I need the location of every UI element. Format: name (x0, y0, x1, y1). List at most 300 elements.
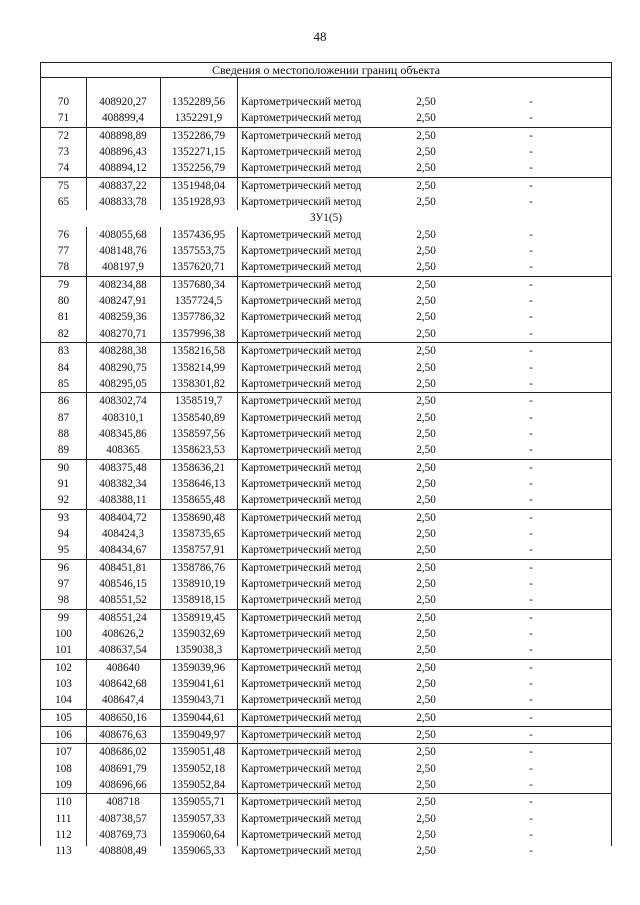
accuracy: 2,50 (416, 494, 436, 507)
note: - (529, 711, 533, 724)
method: Картометрический метод (241, 845, 362, 858)
point-number: 90 (57, 461, 70, 474)
accuracy: 2,50 (416, 577, 436, 590)
note: - (529, 729, 533, 742)
table-row (41, 709, 611, 726)
x-coordinate: 408642,68 (99, 678, 147, 691)
y-coordinate: 1352289,56 (171, 96, 226, 108)
note: - (529, 644, 533, 657)
x-coordinate: 408290,75 (99, 361, 147, 374)
point-number: 76 (57, 228, 70, 241)
note: - (529, 361, 533, 374)
y-coordinate: 1352256,79 (171, 162, 226, 175)
x-coordinate: 408302,74 (99, 395, 147, 408)
y-coordinate: 1359039,96 (171, 661, 226, 674)
y-coordinate: 1358519,7 (174, 395, 223, 408)
y-coordinate: 1358786,76 (171, 561, 226, 574)
table-row (41, 659, 611, 676)
point-number: 91 (57, 477, 70, 490)
method: Картометрический метод (241, 327, 362, 340)
accuracy: 2,50 (416, 694, 436, 707)
point-number: 111 (55, 812, 72, 825)
accuracy: 2,50 (416, 361, 436, 374)
table-row (41, 642, 611, 658)
x-coordinate: 408434,67 (99, 544, 147, 557)
x-coordinate: 408808,49 (99, 845, 147, 858)
point-number: 78 (57, 261, 70, 274)
note: - (529, 245, 533, 258)
point-number: 86 (57, 395, 70, 408)
table-row (41, 592, 611, 608)
method: Картометрический метод (241, 311, 362, 324)
table-row (41, 676, 611, 692)
y-coordinate: 1358910,19 (171, 577, 226, 590)
method: Картометрический метод (241, 711, 362, 724)
accuracy: 2,50 (416, 377, 436, 390)
table-row (41, 777, 611, 793)
note: - (529, 544, 533, 557)
accuracy: 2,50 (416, 427, 436, 440)
accuracy: 2,50 (416, 611, 436, 624)
table-row (41, 392, 611, 409)
method: Картометрический метод (241, 245, 362, 258)
method: Картометрический метод (241, 762, 362, 775)
x-coordinate: 408375,48 (99, 461, 147, 474)
table-title: Сведения о местоположении границ объекта (41, 63, 611, 78)
method: Картометрический метод (241, 678, 362, 691)
method: Картометрический метод (241, 812, 362, 825)
x-coordinate: 408650,16 (99, 711, 147, 724)
note: - (529, 611, 533, 624)
method: Картометрический метод (241, 729, 362, 742)
y-coordinate: 1359043,71 (171, 694, 226, 707)
table-row (41, 692, 611, 708)
method: Картометрический метод (241, 345, 362, 358)
x-coordinate: 408365 (106, 444, 140, 457)
y-coordinate: 1351928,93 (171, 196, 226, 209)
point-number: 105 (55, 711, 72, 724)
note: - (529, 395, 533, 408)
method: Картометрический метод (241, 694, 362, 707)
x-coordinate: 408259,36 (99, 311, 147, 324)
method: Картометрический метод (241, 594, 362, 607)
point-number: 75 (57, 179, 70, 192)
point-number: 71 (57, 112, 70, 125)
y-coordinate: 1352291,9 (174, 112, 223, 125)
table-row (41, 309, 611, 325)
y-coordinate: 1358216,58 (171, 345, 226, 358)
table-row (41, 376, 611, 392)
note: - (529, 228, 533, 241)
x-coordinate: 408899,4 (102, 112, 144, 125)
method: Картометрический метод (241, 544, 362, 557)
x-coordinate: 408896,43 (99, 146, 147, 159)
method: Картометрический метод (241, 577, 362, 590)
accuracy: 2,50 (416, 762, 436, 775)
y-coordinate: 1357786,32 (171, 311, 226, 324)
x-coordinate: 408769,73 (99, 829, 147, 842)
note: - (529, 661, 533, 674)
y-coordinate: 1359044,61 (171, 711, 226, 724)
table-row (41, 127, 611, 144)
accuracy: 2,50 (416, 162, 436, 175)
y-coordinate: 1352286,79 (171, 129, 226, 142)
x-coordinate: 408833,78 (99, 196, 147, 209)
x-coordinate: 408898,89 (99, 129, 147, 142)
point-number: 102 (55, 661, 72, 674)
accuracy: 2,50 (416, 511, 436, 524)
table-row (41, 293, 611, 309)
note: - (529, 678, 533, 691)
point-number: 98 (57, 594, 70, 607)
table-row (41, 526, 611, 542)
accuracy: 2,50 (416, 594, 436, 607)
note: - (529, 746, 533, 759)
x-coordinate: 408451,81 (99, 561, 147, 574)
method: Картометрический метод (241, 361, 362, 374)
point-number: 107 (55, 746, 72, 759)
note: - (529, 261, 533, 274)
x-coordinate: 408691,79 (99, 762, 147, 775)
accuracy: 2,50 (416, 527, 436, 540)
point-number: 81 (57, 311, 70, 324)
accuracy: 2,50 (416, 261, 436, 274)
y-coordinate: 1358919,45 (171, 611, 226, 624)
table-row (41, 276, 611, 293)
method: Картометрический метод (241, 295, 362, 308)
table-row (41, 227, 611, 243)
point-number: 74 (57, 162, 70, 175)
accuracy: 2,50 (416, 644, 436, 657)
note: - (529, 327, 533, 340)
x-coordinate: 408686,02 (99, 746, 147, 759)
x-coordinate: 408640 (106, 661, 140, 674)
point-number: 87 (57, 411, 70, 424)
y-coordinate: 1359041,61 (171, 678, 226, 691)
y-coordinate: 1359032,69 (171, 628, 226, 640)
method: Картометрический метод (241, 527, 362, 540)
table-row (41, 761, 611, 777)
table-row (41, 509, 611, 526)
accuracy: 2,50 (416, 561, 436, 574)
point-number: 106 (55, 729, 72, 742)
x-coordinate: 408718 (106, 796, 140, 809)
point-number: 94 (57, 527, 70, 540)
accuracy: 2,50 (416, 444, 436, 457)
table-row (41, 259, 611, 275)
y-coordinate: 1357996,38 (171, 327, 226, 340)
note: - (529, 179, 533, 192)
accuracy: 2,50 (416, 779, 436, 792)
point-number: 103 (55, 678, 72, 691)
point-number: 84 (57, 361, 70, 374)
point-number: 113 (55, 845, 72, 858)
x-coordinate: 408295,05 (99, 377, 147, 390)
note: - (529, 196, 533, 209)
y-coordinate: 1358597,56 (171, 427, 226, 440)
note: - (529, 295, 533, 308)
y-coordinate: 1358757,91 (171, 544, 226, 557)
method: Картометрический метод (241, 829, 362, 842)
y-coordinate: 1359038,3 (174, 644, 223, 657)
note: - (529, 796, 533, 809)
note: - (529, 345, 533, 358)
point-number: 100 (55, 628, 72, 640)
note: - (529, 411, 533, 424)
header-spacer (41, 78, 611, 94)
point-number: 95 (57, 544, 70, 557)
x-coordinate: 408837,22 (99, 179, 147, 192)
method: Картометрический метод (241, 611, 362, 624)
y-coordinate: 1358735,65 (171, 527, 226, 540)
point-number: 97 (57, 577, 70, 590)
point-number: 108 (55, 762, 72, 775)
table-row (41, 94, 611, 110)
x-coordinate: 408247,91 (99, 295, 147, 308)
y-coordinate: 1359060,64 (171, 829, 226, 842)
note: - (529, 477, 533, 490)
accuracy: 2,50 (416, 678, 436, 691)
accuracy: 2,50 (416, 845, 436, 858)
note: - (529, 377, 533, 390)
method: Картометрический метод (241, 278, 362, 291)
table-row (41, 492, 611, 508)
point-number: 93 (57, 511, 70, 524)
point-number: 92 (57, 494, 70, 507)
table-row (41, 459, 611, 476)
method: Картометрический метод (241, 779, 362, 792)
x-coordinate: 408055,68 (99, 228, 147, 241)
note: - (529, 129, 533, 142)
x-coordinate: 408404,72 (99, 511, 147, 524)
table-row (41, 360, 611, 376)
y-coordinate: 1358655,48 (171, 494, 226, 507)
note: - (529, 694, 533, 707)
accuracy: 2,50 (416, 411, 436, 424)
point-number: 85 (57, 377, 70, 390)
note: - (529, 162, 533, 175)
y-coordinate: 1358690,48 (171, 511, 226, 524)
table-row (41, 576, 611, 592)
y-coordinate: 1358623,53 (171, 444, 226, 457)
x-coordinate: 408382,34 (99, 477, 147, 490)
x-coordinate: 408270,71 (99, 327, 147, 340)
point-number: 96 (57, 561, 70, 574)
table-row (41, 342, 611, 359)
point-number: 112 (55, 829, 72, 842)
table-row (41, 626, 611, 642)
x-coordinate: 408696,66 (99, 779, 147, 792)
accuracy: 2,50 (416, 146, 436, 159)
point-number: 82 (57, 327, 70, 340)
accuracy: 2,50 (416, 796, 436, 809)
method: Картометрический метод (241, 162, 362, 175)
note: - (529, 561, 533, 574)
method: Картометрический метод (241, 494, 362, 507)
x-coordinate: 408637,54 (99, 644, 147, 657)
table-row (41, 110, 611, 126)
method: Картометрический метод (241, 427, 362, 440)
x-coordinate: 408424,3 (102, 527, 144, 540)
accuracy: 2,50 (416, 129, 436, 142)
y-coordinate: 1357436,95 (171, 228, 226, 241)
method: Картометрический метод (241, 511, 362, 524)
table-row (41, 542, 611, 558)
note: - (529, 278, 533, 291)
table-row (41, 793, 611, 810)
y-coordinate: 1359052,84 (171, 779, 226, 792)
accuracy: 2,50 (416, 461, 436, 474)
x-coordinate: 408920,27 (99, 96, 147, 108)
accuracy: 2,50 (416, 395, 436, 408)
point-number: 101 (55, 644, 72, 657)
point-number: 88 (57, 427, 70, 440)
y-coordinate: 1359049,97 (171, 729, 226, 742)
table-row (41, 811, 611, 827)
note: - (529, 311, 533, 324)
y-coordinate: 1358918,15 (171, 594, 226, 607)
note: - (529, 779, 533, 792)
point-number: 79 (57, 278, 70, 291)
accuracy: 2,50 (416, 278, 436, 291)
x-coordinate: 408197,9 (102, 261, 144, 274)
accuracy: 2,50 (416, 812, 436, 825)
accuracy: 2,50 (416, 711, 436, 724)
point-number: 99 (57, 611, 70, 624)
method: Картометрический метод (241, 146, 362, 159)
note: - (529, 812, 533, 825)
table-row (41, 177, 611, 194)
accuracy: 2,50 (416, 295, 436, 308)
y-coordinate: 1358636,21 (171, 461, 226, 474)
accuracy: 2,50 (416, 245, 436, 258)
point-number: 73 (57, 146, 70, 159)
accuracy: 2,50 (416, 661, 436, 674)
y-coordinate: 1358540,89 (171, 411, 226, 424)
method: Картометрический метод (241, 661, 362, 674)
table-row (41, 827, 611, 843)
note: - (529, 628, 533, 640)
table-row (41, 426, 611, 442)
page-number: 48 (313, 29, 327, 44)
method: Картометрический метод (241, 644, 362, 657)
accuracy: 2,50 (416, 112, 436, 125)
y-coordinate: 1357553,75 (171, 245, 226, 258)
point-number: 77 (57, 245, 70, 258)
method: Картометрический метод (241, 395, 362, 408)
note: - (529, 427, 533, 440)
x-coordinate: 408738,57 (99, 812, 147, 825)
x-coordinate: 408148,76 (99, 245, 147, 258)
y-coordinate: 1357724,5 (174, 295, 223, 308)
table-row (41, 410, 611, 426)
x-coordinate: 408551,24 (99, 611, 147, 624)
table-body (41, 94, 611, 860)
table-row (41, 326, 611, 342)
method: Картометрический метод (241, 411, 362, 424)
method: Картометрический метод (241, 96, 362, 108)
table-row (41, 194, 611, 210)
accuracy: 2,50 (416, 477, 436, 490)
method: Картометрический метод (241, 444, 362, 457)
table-row (41, 559, 611, 576)
table-row (41, 160, 611, 176)
note: - (529, 527, 533, 540)
note: - (529, 444, 533, 457)
point-number: 80 (57, 295, 70, 308)
accuracy: 2,50 (416, 179, 436, 192)
method: Картометрический метод (241, 377, 362, 390)
y-coordinate: 1358214,99 (171, 361, 226, 374)
table-row (41, 442, 611, 458)
x-coordinate: 408676,63 (99, 729, 147, 742)
table-row (41, 743, 611, 760)
table-row (41, 843, 611, 859)
table-row (41, 243, 611, 259)
y-coordinate: 1357620,71 (171, 261, 226, 274)
y-coordinate: 1352271,15 (171, 146, 226, 159)
y-coordinate: 1359057,33 (171, 812, 226, 825)
method: Картометрический метод (241, 561, 362, 574)
method: Картометрический метод (241, 129, 362, 142)
y-coordinate: 1359055,71 (171, 796, 226, 809)
y-coordinate: 1359051,48 (171, 746, 226, 759)
point-number: 65 (57, 196, 70, 209)
x-coordinate: 408388,11 (99, 494, 147, 507)
note: - (529, 845, 533, 858)
accuracy: 2,50 (416, 327, 436, 340)
note: - (529, 577, 533, 590)
point-number: 104 (55, 694, 72, 707)
x-coordinate: 408288,38 (99, 345, 147, 358)
method: Картометрический метод (241, 477, 362, 490)
accuracy: 2,50 (416, 829, 436, 842)
x-coordinate: 408345,86 (99, 427, 147, 440)
point-number: 72 (57, 129, 70, 142)
x-coordinate: 408894,12 (99, 162, 147, 175)
accuracy: 2,50 (416, 628, 436, 640)
note: - (529, 112, 533, 125)
x-coordinate: 408647,4 (102, 694, 144, 707)
point-number: 83 (57, 345, 70, 358)
accuracy: 2,50 (416, 729, 436, 742)
section-label: ЗУ1(5) (41, 210, 611, 226)
table-row (41, 476, 611, 492)
x-coordinate: 408626,2 (102, 628, 144, 640)
method: Картометрический метод (241, 196, 362, 209)
y-coordinate: 1359052,18 (171, 762, 226, 775)
y-coordinate: 1358301,82 (171, 377, 226, 390)
accuracy: 2,50 (416, 96, 436, 108)
y-coordinate: 1359065,33 (171, 845, 226, 858)
y-coordinate: 1351948,04 (171, 179, 226, 192)
note: - (529, 494, 533, 507)
note: - (529, 594, 533, 607)
x-coordinate: 408234,88 (99, 278, 147, 291)
note: - (529, 461, 533, 474)
point-number: 109 (55, 779, 72, 792)
x-coordinate: 408310,1 (102, 411, 144, 424)
table-row (41, 609, 611, 626)
table-row (41, 726, 611, 743)
x-coordinate: 408546,15 (99, 577, 147, 590)
accuracy: 2,50 (416, 228, 436, 241)
x-coordinate: 408551,52 (99, 594, 147, 607)
accuracy: 2,50 (416, 544, 436, 557)
method: Картометрический метод (241, 112, 362, 125)
y-coordinate: 1358646,13 (171, 477, 226, 490)
method: Картометрический метод (241, 746, 362, 759)
